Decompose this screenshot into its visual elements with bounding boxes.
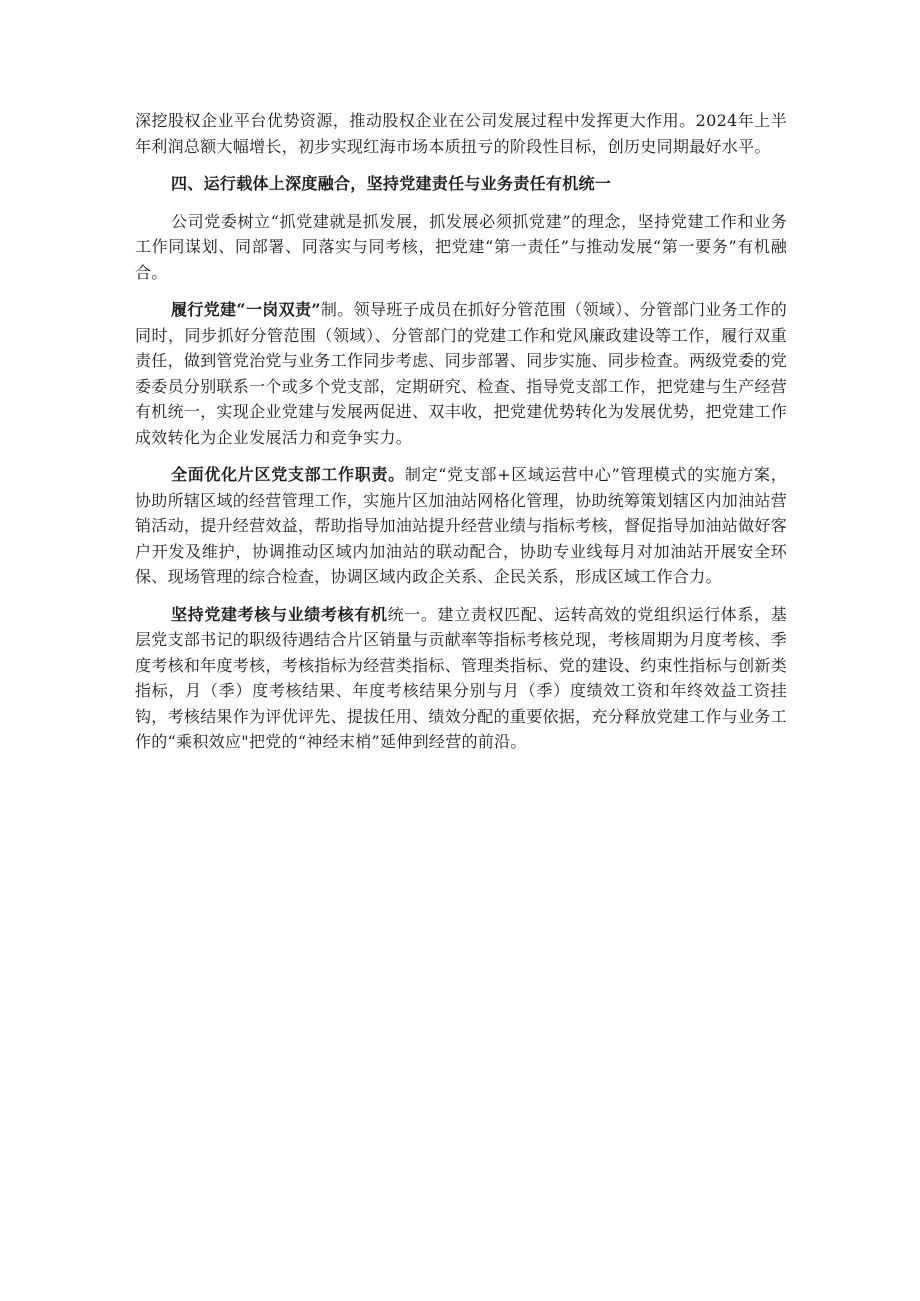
document-page	[135, 108, 787, 755]
item-lead-3: 坚持党建考核与业绩考核有机	[171, 604, 388, 624]
item-paragraph-3	[135, 602, 787, 755]
continuation-paragraph: 深挖股权企业平台优势资源，推动股权企业在公司发展过程中发挥更大作用。2024年上半年利润总额大幅增长，初步实现红海市场本质扭亏的阶段性目标，创历史同期最好水平。	[135, 111, 787, 156]
item-body-2: 制定“党支部+区域运营中心”管理模式的实施方案，协助所辖区域的经营管理工作，实施片区加油站网格化管理，协助统筹策划辖区内加油站营销活动，提升经营效益，帮助指导加油站提升经营业绩与指标考核，督促指导加油站做好客户开发及维护，协调推动区域内加油站的联动配合，协助专业线每月对加油站开展安全环保、现场管理的综合检查，协调区域内政企关系、企民关系，形成区域工作合力。	[135, 465, 788, 586]
intro-paragraph: 公司党委树立“抓党建就是抓发展，抓发展必须抓党建”的理念，坚持党建工作和业务工作同谋划、同部署、同落实与同考核，把党建“第一责任”与推动发展“第一要务”有机融合。	[135, 211, 787, 282]
item-lead-2: 全面优化片区党支部工作职责。	[171, 465, 405, 484]
item-body-3: 统一。建立责权匹配、运转高效的党组织运行体系，基层党支部书记的职级待遇结合片区销量与贡献率等指标考核兑现，考核周期为月度考核、季度考核和年度考核，考核指标为经营类指标、管理类指标、党的建设、约束性指标与创新类指标，月（季）度考核结果、年度考核结果分别与月（季）度绩效工资和年终效益工资挂钩，考核结果作为评优评先、提拔任用、绩效分配的重要依据，充分释放党建工作与业务工作的“乘积效应"把党的“神经末梢”延伸到经营的前沿。	[135, 604, 788, 751]
item-body-1: 制。领导班子成员在抓好分管范围（领域）、分管部门业务工作的同时，同步抓好分管范围（领域）、分管部门的党建工作和党风廉政建设等工作，履行双重责任，做到管党治党与业务工作同步考虑、同步部署、同步实施、同步检查。两级党委的党委委员分别联系一个或多个党支部，定期研究、检查、指导党支部工作，把党建与生产经营有机统一，实现企业党建与发展两促进、双丰收，把党建优势转化为发展优势，把党建工作成效转化为企业发展活力和竞争实力。	[135, 300, 788, 447]
item-lead-1: 履行党建“一岗双责”	[171, 300, 321, 319]
item-paragraph-1	[135, 297, 787, 450]
section-heading: 四、运行载体上深度融合，坚持党建责任与业务责任有机统一	[171, 174, 612, 193]
item-paragraph-2	[135, 462, 787, 590]
